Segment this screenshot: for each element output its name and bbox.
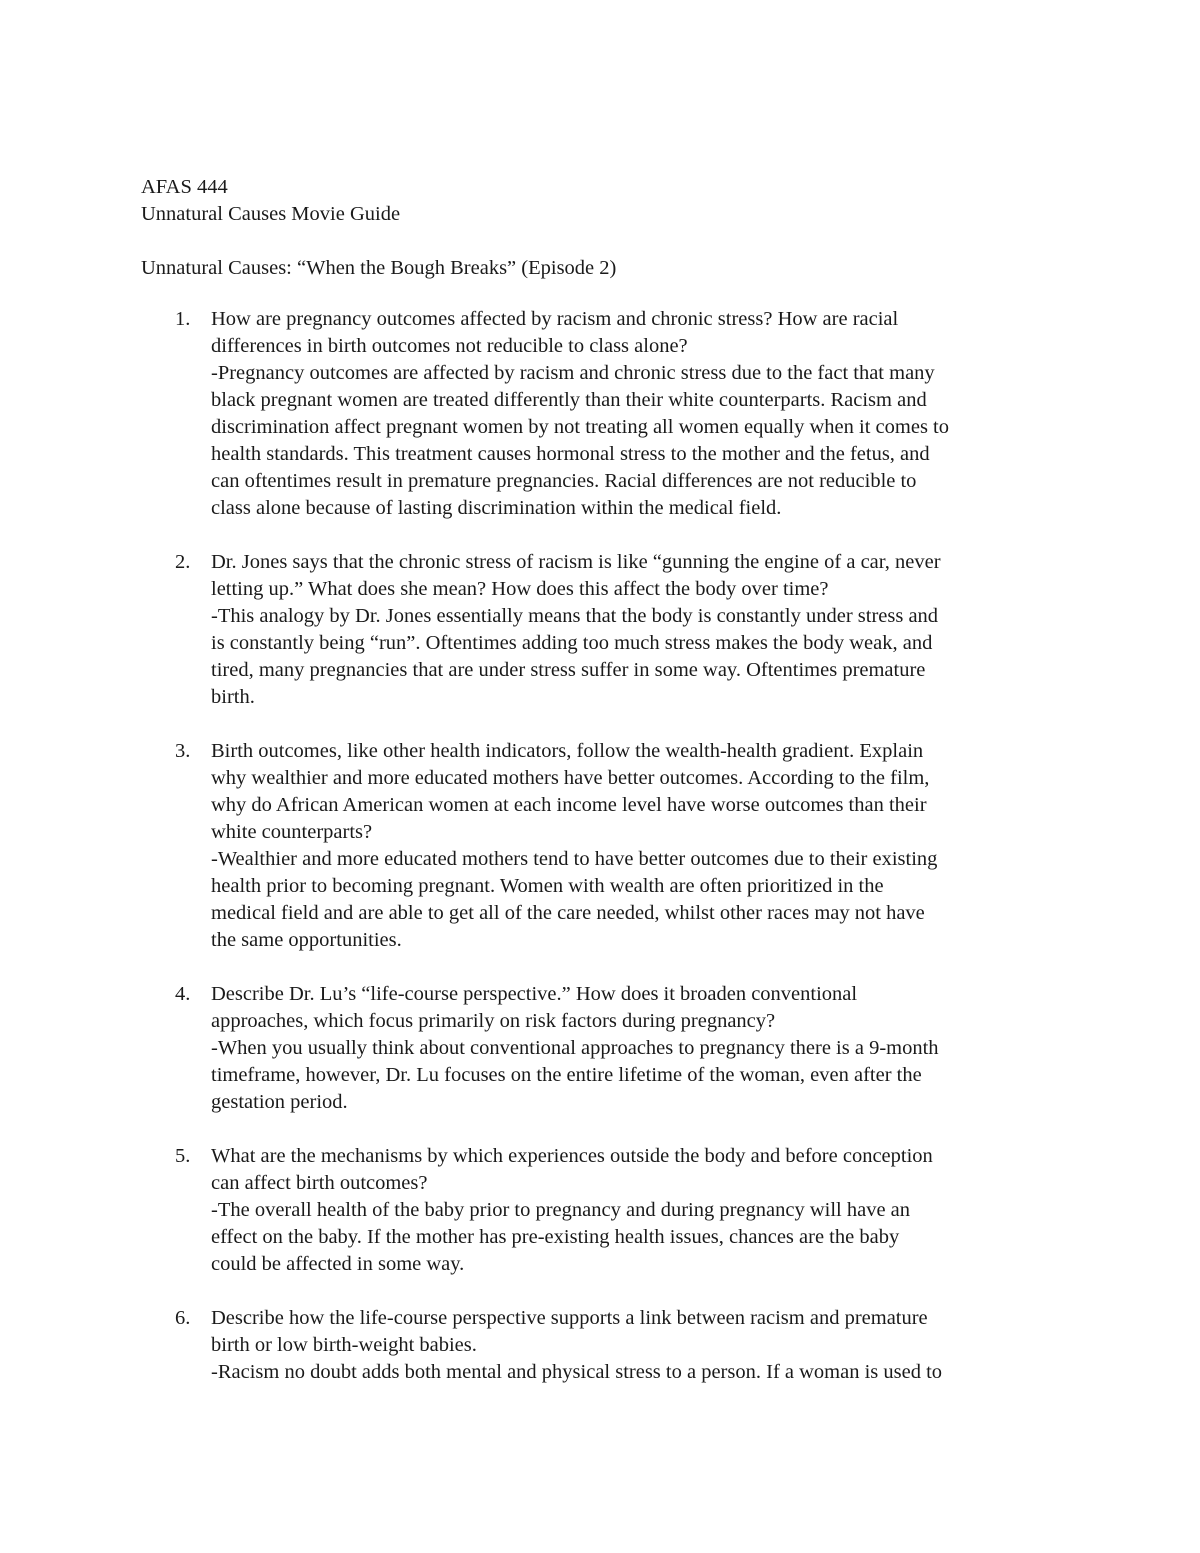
question-number: 1. bbox=[175, 308, 191, 330]
document-page bbox=[141, 174, 1066, 1413]
question-number: 6. bbox=[175, 1307, 191, 1329]
answer-text: -This analogy by Dr. Jones essentially means that the body is constantly under stress and is constantly being “run”. Oftentimes adding too much stress makes the body weak, and tired, many pregnancies that are under stress suffer in some way. Oftentimes premature birth. bbox=[211, 605, 939, 708]
question-text: Dr. Jones says that the chronic stress of racism is like “gunning the engine of a car, never letting up.” What does she mean? How does this affect the body over time? bbox=[211, 551, 941, 600]
question-text: What are the mechanisms by which experiences outside the body and before conception can affect birth outcomes? bbox=[211, 1145, 933, 1194]
question-text: How are pregnancy outcomes affected by racism and chronic stress? How are racial differences in birth outcomes not reducible to class alone? bbox=[211, 308, 899, 357]
question-text: Describe Dr. Lu’s “life-course perspective.” How does it broaden conventional approaches, which focus primarily on risk factors during pregnancy? bbox=[211, 983, 858, 1032]
question-item bbox=[141, 738, 1066, 954]
answer-text: -Pregnancy outcomes are affected by racism and chronic stress due to the fact that many black pregnant women are treated differently than their white counterparts. Racism and discrimination affect pregnant women by not treating all women equally when it comes to health standards. This treatment causes hormonal stress to the mother and the fetus, and can oftentimes result in premature pregnancies. Racial differences are not reducible to class alone because of lasting discrimination within the medical field. bbox=[211, 362, 949, 519]
question-number: 3. bbox=[175, 740, 191, 762]
answer-text: -The overall health of the baby prior to pregnancy and during pregnancy will have an effect on the baby. If the mother has pre-existing health issues, chances are the baby could be affected in some way. bbox=[211, 1199, 911, 1275]
answer-text: -When you usually think about conventional approaches to pregnancy there is a 9-month timeframe, however, Dr. Lu focuses on the entire lifetime of the woman, even after the gestation period. bbox=[211, 1037, 939, 1113]
spacer bbox=[141, 228, 1066, 255]
spacer bbox=[141, 282, 1066, 306]
question-item bbox=[141, 1305, 1066, 1386]
question-item bbox=[141, 1143, 1066, 1278]
episode-heading: Unnatural Causes: “When the Bough Breaks” (Episode 2) bbox=[141, 257, 617, 279]
question-text: Describe how the life-course perspective supports a link between racism and premature birth or low birth-weight babies. bbox=[211, 1307, 928, 1356]
question-number: 4. bbox=[175, 983, 191, 1005]
answer-text: -Wealthier and more educated mothers tend to have better outcomes due to their existing health prior to becoming pregnant. Women with wealth are often prioritized in the medical field and are able to get all of the care needed, whilst other races may not have the same opportunities. bbox=[211, 848, 938, 951]
document-title: Unnatural Causes Movie Guide bbox=[141, 203, 401, 225]
question-item bbox=[141, 549, 1066, 711]
course-code: AFAS 444 bbox=[141, 176, 228, 198]
question-number: 5. bbox=[175, 1145, 191, 1167]
question-item bbox=[141, 981, 1066, 1116]
question-item bbox=[141, 306, 1066, 522]
question-number: 2. bbox=[175, 551, 191, 573]
question-text: Birth outcomes, like other health indicators, follow the wealth-health gradient. Explain why wealthier and more educated mothers have better outcomes. According to the film, why do African American women at each income level have worse outcomes than their white counterparts? bbox=[211, 740, 930, 843]
answer-text: -Racism no doubt adds both mental and physical stress to a person. If a woman is used to bbox=[211, 1361, 943, 1383]
